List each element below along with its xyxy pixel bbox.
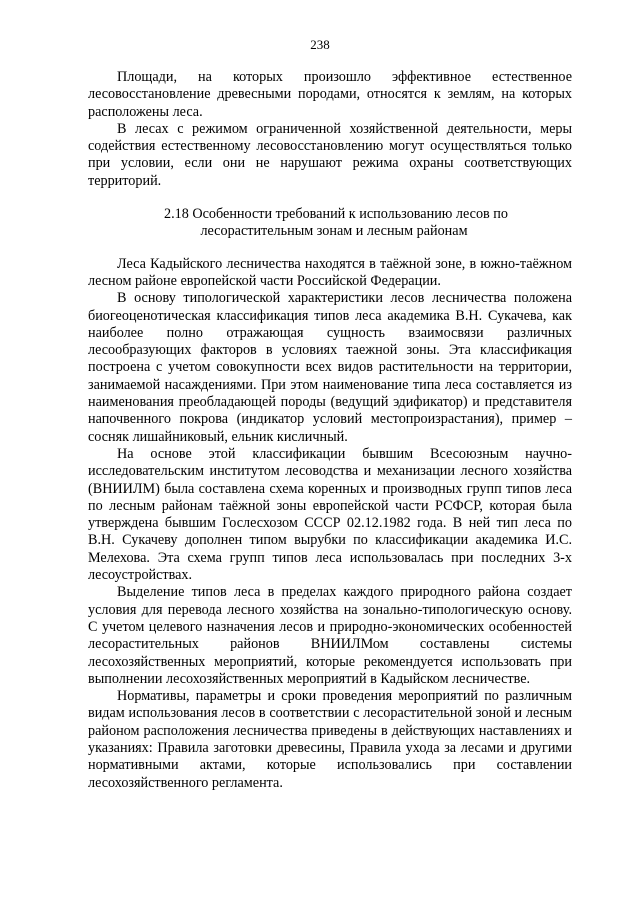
section-heading (88, 206, 572, 241)
paragraph: Площади, на которых произошло эффективное естественное лесовосстановление древесными породами, относятся к землям, на которых расположены леса. (88, 69, 572, 120)
paragraph: В лесах с режимом ограниченной хозяйственной деятельности, меры содействия естественному лесовосстановлению могут осуществляться только при условии, если они не нарушают режима охраны соответствующих территорий. (88, 120, 572, 189)
section-heading-line-2: лесорастительным зонам и лесным районам (200, 223, 468, 240)
section-heading-line-1: 2.18 Особенности требований к использованию лесов по (163, 206, 508, 223)
paragraph: Нормативы, параметры и сроки проведения мероприятий по различным видам использования лесов в соответствии с лесорастительной зоной и лесным районом расположения лесничества приведены в действующих наставлениях и указаниях: Правила заготовки древесины, Правила ухода за лесами и другими нормативными актами, которые использовались при составлении лесохозяйственного регламента. (88, 688, 572, 791)
page-number: 238 (310, 37, 330, 52)
document-body (88, 69, 572, 792)
paragraph: Выделение типов леса в пределах каждого природного района создает условия для перевода лесного хозяйства на зонально-типологическую основу. С учетом целевого назначения лесов и природно-экономических особенностей лесорастительных районов ВНИИЛМом составлены системы лесохозяйственных мероприятий, которые рекомендуется использовать при выполнении лесохозяйственных мероприятий в Кадыйском лесничестве. (88, 584, 572, 687)
paragraph: В основу типологической характеристики лесов лесничества положена биогеоценотическая классификация типов леса академика В.Н. Сукачева, как наиболее полно отражающая сущность взаимосвязи различных лесообразующих факторов в условиях таежной зоны. Эта классификация построена с учетом совокупности всех видов растительности на территории, занимаемой насаждениями. При этом наименование типа леса составляется из наименования преобладающей породы (ведущий эдификатор) и представителя напочвенного покрова (индикатор условий местопроизрастания), пример – сосняк лишайниковый, ельник кисличный. (88, 290, 572, 445)
paragraph: На основе этой классификации бывшим Всесоюзным научно-исследовательским институтом лесоводства и механизации лесного хозяйства (ВНИИЛМ) была составлена схема коренных и производных групп типов леса по лесным районам таёжной зоны европейской части РСФСР, которая была утверждена бывшим Гослесхозом СССР 02.12.1982 года. В ней тип леса по В.Н. Сукачеву дополнен типом вырубки по классификации академика И.С. Мелехова. Эта схема групп типов леса использовалась при последних 3-х лесоустройствах. (88, 445, 572, 584)
paragraph: Леса Кадыйского лесничества находятся в таёжной зоне, в южно-таёжном лесном районе европейской части Российской Федерации. (88, 255, 572, 289)
